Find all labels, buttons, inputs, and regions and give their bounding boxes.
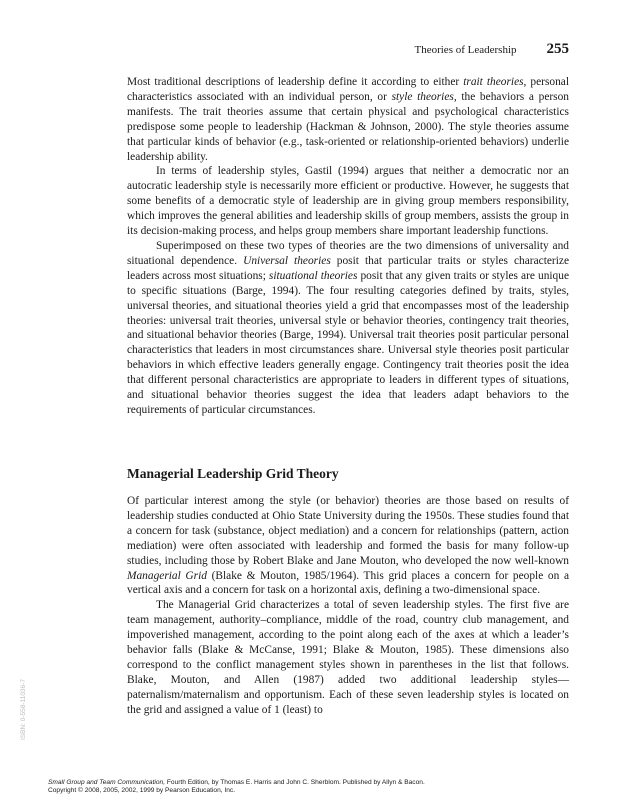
text-run: posit that particular traits or styles characterize leaders across most situations; [127, 254, 569, 282]
text-run: Superimposed on these two types of theories are the two dimensions of universality and situational dependence. [127, 239, 569, 267]
isbn-side-note: ISBN: 0-558-11036-7 [20, 679, 27, 740]
footer-line-2: Copyright © 2008, 2005, 2002, 1999 by Pearson Education, Inc. [48, 787, 236, 794]
running-head [0, 41, 569, 58]
paragraph-ohio-state [127, 494, 569, 598]
paragraph-seven-styles: The Managerial Grid characterizes a total of seven leadership styles. The first five are team management, authority–compliance, middle of the road, country club management, and impoverished management, according to the point along each of the axes at which a leader’s behavior falls (Blake & McCanse, 1991; Blake & Mouton, 1985). These dimensions also correspond to the conflict management styles shown in parentheses in the list that follows. Blake, Mouton, and Allen (1987) added two additional leadership styles—paternalism/maternalism and opportunism. Each of these seven leadership styles is located on the grid and assigned a value of 1 (least) to [127, 599, 569, 716]
text-run: Of particular interest among the style (or behavior) theories are those based on results of leadership studies conducted at Ohio State University during the 1950s. These studies found that a concern for task (substance, object mediation) and a concern for relationships (pattern, action mediation) were often associated with leadership and formed the basis for many follow-up studies, including those by Robert Blake and Jane Mouton, who developed the now well-known [127, 495, 569, 567]
paragraph-trait-style [127, 75, 569, 164]
italic-term: trait theories, [463, 76, 527, 88]
italic-term: Universal theories [243, 254, 331, 267]
italic-term: style theories, [391, 90, 457, 103]
page-number: 255 [546, 41, 569, 57]
footer-text: Fourth Edition, by Thomas E. Harris and John C. Sherblom. Published by Allyn & Bacon. [165, 779, 425, 786]
text-run: posit that any given traits or styles are unique to specific situations (Barge, 1994). The four resulting categories defined by traits, styles, universal theories, and situational theories yield a grid that encompasses most of the leadership theories: universal trait theories, universal style or behavior theories, contingency trait theories, and situational behavior theories (Barge, 1994). Universal trait theories posit particular personal characteristics that leaders in most circumstances share. Universal style theories posit particular behaviors in which effective leaders generally engage. Contingency trait theories posit the idea that different personal characteristics are appropriate to leaders in different types of situations, and situational behavior theories suggest the idea that leaders adapt behaviors to the requirements of particular circumstances. [127, 269, 569, 416]
paragraph-leadership-styles: In terms of leadership styles, Gastil (1994) argues that neither a democratic nor an autocratic leadership style is necessarily more efficient or productive. However, he suggests that some benefits of a democratic style of leadership are in giving group members responsibility, which improves the general abilities and leadership skills of group members, assists the group in its decision-making process, and helps group members share important leadership functions. [127, 165, 569, 238]
book-title: Small Group and Team Communication, [48, 779, 166, 786]
text-run: the behaviors a person manifests. The trait theories assume that certain physical and psychological characteristics predispose some people to leadership (Hackman & Johnson, 2000). The style theories assume that particular kinds of behavior (e.g., task-oriented or relationship-oriented behaviors) underlie leadership ability. [127, 90, 569, 163]
section-heading: Managerial Leadership Grid Theory [127, 466, 339, 481]
text-run: (Blake & Mouton, 1985/1964). This grid places a concern for people on a vertical axis and a concern for task on a horizontal axis, defining a two-dimensional space. [127, 569, 570, 597]
text-run: Most traditional descriptions of leadership define it according to either [127, 76, 464, 88]
italic-term: situational theories [268, 269, 358, 282]
running-title: Theories of Leadership [414, 44, 517, 56]
footer-copyright [48, 779, 588, 795]
text-run: personal characteristics associated with an individual person, or [127, 76, 570, 103]
footer-line-1 [48, 779, 588, 787]
paragraph-universality [127, 239, 569, 418]
body-text-section [127, 494, 569, 718]
body-text-top [127, 75, 569, 418]
italic-term: Managerial Grid [127, 569, 207, 582]
